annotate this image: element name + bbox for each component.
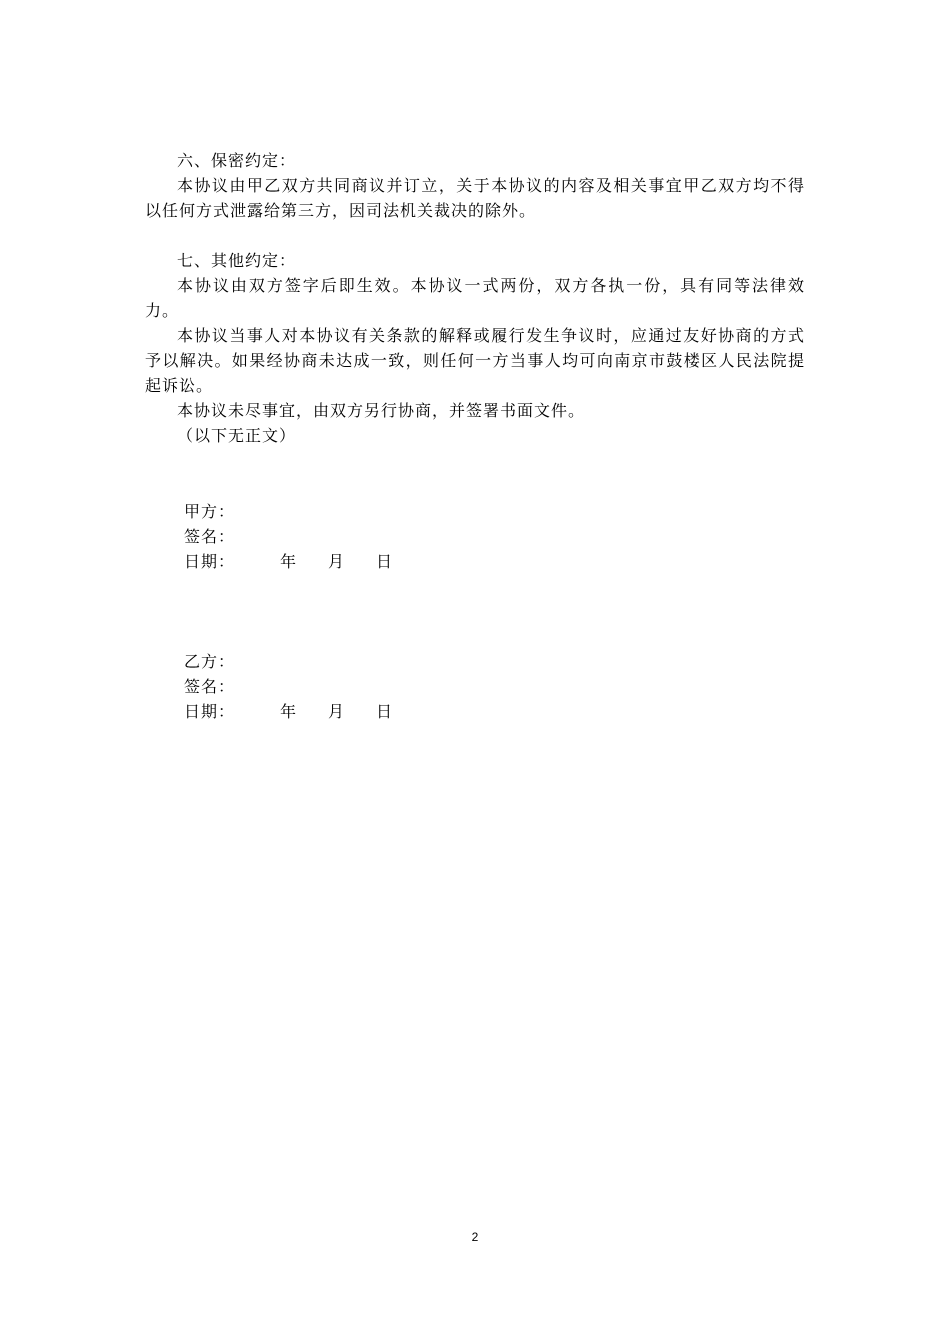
party-a-date-label: 日期： [184,552,236,571]
party-b-signature-block [184,649,424,724]
party-b-signature-label: 签名： [184,677,236,696]
party-a-day-label: 日 [376,552,394,571]
party-a-year-label: 年 [280,552,298,571]
dispute-paragraph: 本协议当事人对本协议有关条款的解释或履行发生争议时，应通过友好协商的方式予以解决。如果经协商未达成一致，则任何一方当事人均可向南京市鼓楼区人民法院提起诉讼。 [145,326,805,395]
confidentiality-paragraph: 本协议由甲乙双方共同商议并订立，关于本协议的内容及相关事宜甲乙双方均不得以任何方式泄露给第三方，因司法机关裁决的除外。 [145,176,805,220]
party-b-month-label: 月 [328,702,346,721]
party-b-date-line [184,699,424,724]
no-further-text-note: （以下无正文） [177,426,297,445]
party-a-signature-label: 签名： [184,527,236,546]
section-heading-confidentiality: 六、保密约定： [177,151,297,170]
page-number: 2 [471,1230,479,1244]
supplementary-paragraph: 本协议未尽事宜，由双方另行协商，并签署书面文件。 [177,401,586,420]
party-a-date-line [184,549,424,574]
party-b-year-label: 年 [280,702,298,721]
party-b-day-label: 日 [376,702,394,721]
party-b-label: 乙方： [184,652,236,671]
party-a-signature-block [184,499,424,574]
party-a-month-label: 月 [328,552,346,571]
party-a-label: 甲方： [184,502,236,521]
effectiveness-paragraph: 本协议由双方签字后即生效。本协议一式两份，双方各执一份，具有同等法律效力。 [145,276,805,320]
section-heading-other-terms: 七、其他约定： [177,251,297,270]
party-b-date-label: 日期： [184,702,236,721]
agreement-body [145,148,805,448]
section-spacer [145,223,805,248]
